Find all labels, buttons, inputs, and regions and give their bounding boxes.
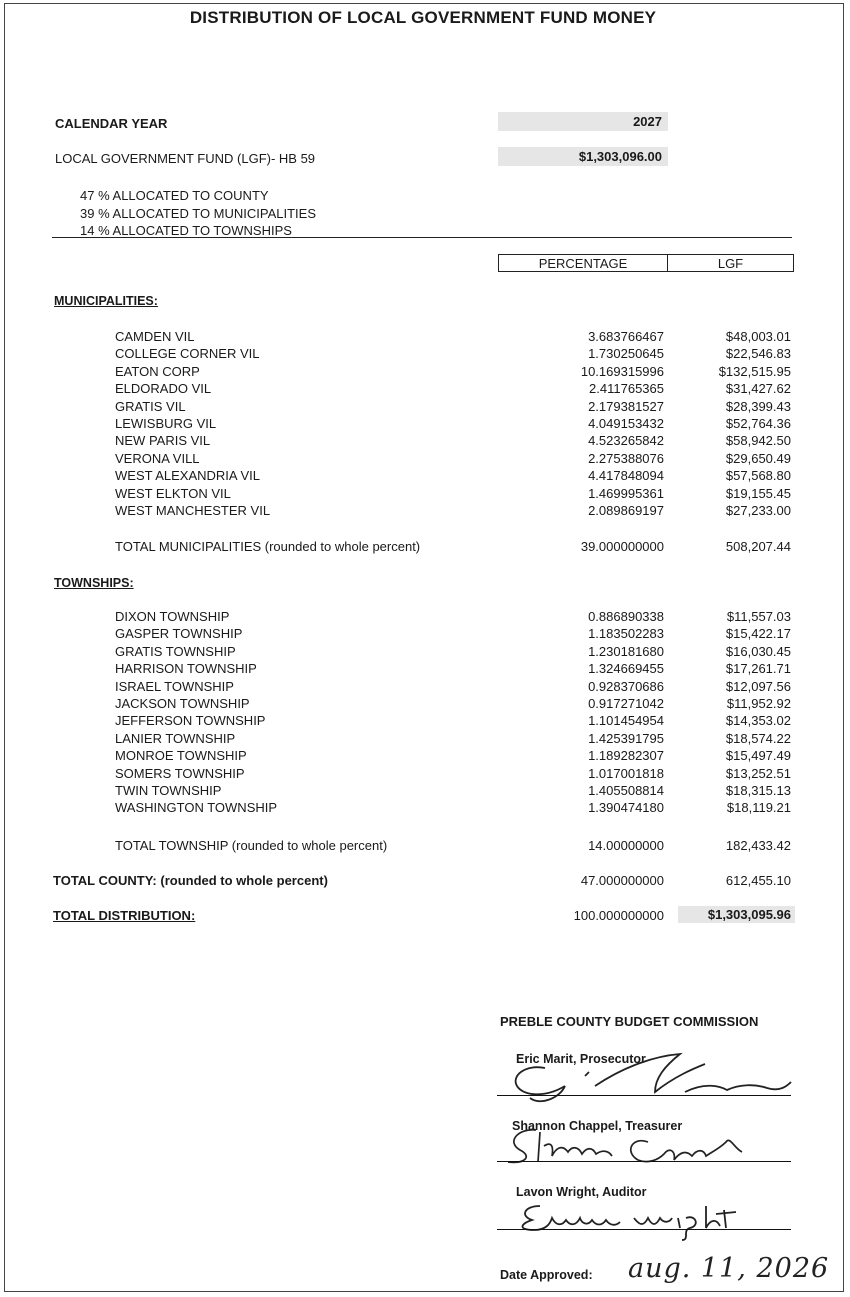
signatory-auditor-name: Lavon Wright, Auditor bbox=[516, 1185, 647, 1199]
total-township-lgf: 182,433.42 bbox=[725, 838, 791, 853]
township-lgf: $11,952.92 bbox=[726, 696, 791, 711]
townships-heading: TOWNSHIPS: bbox=[54, 576, 134, 590]
township-pct: 1.405508814 bbox=[588, 783, 664, 798]
allocation-county: 47 % ALLOCATED TO COUNTY bbox=[80, 188, 269, 203]
municipality-row bbox=[0, 416, 850, 433]
total-county-lgf: 612,455.10 bbox=[725, 873, 791, 888]
township-row bbox=[0, 661, 850, 678]
municipality-lgf: $31,427.62 bbox=[725, 381, 791, 397]
municipality-row bbox=[0, 433, 850, 450]
municipality-lgf: $19,155.45 bbox=[725, 485, 791, 501]
treasurer-signature-line bbox=[497, 1161, 791, 1162]
signatory-treasurer-name: Shannon Chappel, Treasurer bbox=[512, 1119, 683, 1133]
township-pct: 0.917271042 bbox=[588, 696, 664, 711]
municipality-name: VERONA VILL bbox=[115, 450, 200, 466]
township-row bbox=[0, 731, 850, 748]
total-township-pct: 14.00000000 bbox=[588, 838, 664, 853]
township-lgf: $12,097.56 bbox=[725, 678, 791, 694]
municipality-pct: 4.523265842 bbox=[588, 433, 664, 449]
township-name: JACKSON TOWNSHIP bbox=[115, 696, 250, 711]
municipality-pct: 3.683766467 bbox=[588, 329, 664, 344]
municipality-name: WEST ELKTON VIL bbox=[115, 485, 231, 501]
township-row bbox=[0, 644, 850, 661]
header-divider bbox=[52, 237, 792, 238]
column-header bbox=[498, 254, 794, 272]
auditor-signature-line bbox=[497, 1229, 791, 1230]
municipality-row bbox=[0, 399, 850, 416]
township-lgf: $18,119.21 bbox=[726, 800, 791, 816]
column-header-lgf: LGF bbox=[717, 255, 744, 271]
township-lgf: $18,315.13 bbox=[725, 783, 791, 798]
municipality-row bbox=[0, 451, 850, 468]
municipality-name: WEST MANCHESTER VIL bbox=[115, 503, 271, 518]
township-pct: 1.189282307 bbox=[588, 748, 664, 764]
municipality-pct: 10.169315996 bbox=[580, 363, 664, 379]
township-row bbox=[0, 783, 850, 800]
municipality-row bbox=[0, 381, 850, 398]
township-lgf: $11,557.03 bbox=[726, 609, 791, 624]
township-pct: 0.928370686 bbox=[588, 678, 664, 694]
lgf-total-value: $1,303,096.00 bbox=[498, 147, 668, 166]
municipality-lgf: $22,546.83 bbox=[725, 346, 791, 362]
township-name: DIXON TOWNSHIP bbox=[115, 609, 230, 624]
municipality-row bbox=[0, 364, 850, 381]
municipality-row bbox=[0, 329, 850, 346]
township-name: JEFFERSON TOWNSHIP bbox=[115, 713, 266, 729]
municipality-row bbox=[0, 503, 850, 520]
municipality-row bbox=[0, 468, 850, 485]
municipality-lgf: $132,515.95 bbox=[718, 363, 791, 379]
municipality-pct: 1.469995361 bbox=[588, 485, 664, 501]
allocation-townships: 14 % ALLOCATED TO TOWNSHIPS bbox=[80, 223, 292, 238]
municipality-row bbox=[0, 346, 850, 363]
total-municipalities-pct: 39.000000000 bbox=[580, 539, 664, 554]
township-lgf: $18,574.22 bbox=[725, 730, 791, 746]
prosecutor-signature-line bbox=[497, 1095, 791, 1096]
calendar-year-value: 2027 bbox=[498, 112, 668, 131]
total-county-pct: 47.000000000 bbox=[580, 873, 664, 888]
township-name: WASHINGTON TOWNSHIP bbox=[115, 800, 278, 816]
township-lgf: $16,030.45 bbox=[725, 643, 791, 659]
total-municipalities-label: TOTAL MUNICIPALITIES (rounded to whole percent) bbox=[115, 539, 421, 554]
municipality-name: COLLEGE CORNER VIL bbox=[115, 346, 260, 362]
township-row bbox=[0, 766, 850, 783]
township-name: ISRAEL TOWNSHIP bbox=[115, 678, 234, 694]
municipality-pct: 2.089869197 bbox=[588, 503, 664, 518]
township-row bbox=[0, 713, 850, 730]
township-pct: 1.390474180 bbox=[588, 800, 664, 816]
township-lgf: $14,353.02 bbox=[725, 713, 791, 729]
lgf-label: LOCAL GOVERNMENT FUND (LGF)- HB 59 bbox=[55, 151, 316, 166]
column-header-percentage: PERCENTAGE bbox=[499, 255, 668, 271]
total-township-label: TOTAL TOWNSHIP (rounded to whole percent) bbox=[115, 838, 388, 853]
township-pct: 1.324669455 bbox=[588, 661, 664, 677]
total-county-label: TOTAL COUNTY: (rounded to whole percent) bbox=[53, 873, 328, 888]
municipality-name: GRATIS VIL bbox=[115, 398, 186, 414]
municipality-name: EATON CORP bbox=[115, 363, 200, 379]
township-pct: 1.183502283 bbox=[588, 626, 664, 642]
township-row bbox=[0, 800, 850, 817]
township-lgf: $17,261.71 bbox=[725, 661, 791, 677]
total-municipalities-row bbox=[0, 539, 850, 556]
township-name: TWIN TOWNSHIP bbox=[115, 783, 222, 798]
municipality-pct: 2.179381527 bbox=[588, 398, 664, 414]
auditor-signature bbox=[510, 1196, 750, 1242]
municipality-pct: 2.411765365 bbox=[589, 381, 664, 397]
total-county-row bbox=[0, 873, 850, 890]
date-approved-label: Date Approved: bbox=[500, 1268, 593, 1282]
township-name: LANIER TOWNSHIP bbox=[115, 730, 236, 746]
total-distribution-pct: 100.000000000 bbox=[573, 908, 664, 923]
total-township-row bbox=[0, 838, 850, 855]
municipality-name: WEST ALEXANDRIA VIL bbox=[115, 468, 260, 484]
municipality-lgf: $27,233.00 bbox=[725, 503, 791, 518]
municipality-lgf: $57,568.80 bbox=[725, 468, 791, 484]
township-name: MONROE TOWNSHIP bbox=[115, 748, 247, 764]
township-name: GRATIS TOWNSHIP bbox=[115, 643, 236, 659]
municipality-lgf: $29,650.49 bbox=[725, 450, 791, 466]
township-pct: 1.425391795 bbox=[588, 730, 664, 746]
total-municipalities-lgf: 508,207.44 bbox=[725, 539, 791, 554]
municipality-name: LEWISBURG VIL bbox=[115, 416, 217, 431]
municipality-lgf: $48,003.01 bbox=[725, 329, 791, 344]
township-name: SOMERS TOWNSHIP bbox=[115, 765, 245, 781]
municipality-name: CAMDEN VIL bbox=[115, 329, 195, 344]
township-row bbox=[0, 696, 850, 713]
township-pct: 1.017001818 bbox=[588, 765, 664, 781]
municipalities-heading: MUNICIPALITIES: bbox=[54, 294, 158, 308]
total-distribution-label: TOTAL DISTRIBUTION: bbox=[53, 908, 196, 923]
prosecutor-signature bbox=[505, 1046, 795, 1108]
township-row bbox=[0, 626, 850, 643]
total-distribution-row bbox=[0, 908, 850, 925]
township-name: HARRISON TOWNSHIP bbox=[115, 661, 257, 677]
township-lgf: $15,497.49 bbox=[725, 748, 791, 764]
municipality-pct: 1.730250645 bbox=[588, 346, 664, 362]
municipality-name: ELDORADO VIL bbox=[115, 381, 212, 397]
document-title: DISTRIBUTION OF LOCAL GOVERNMENT FUND MONEY bbox=[189, 8, 657, 27]
municipality-lgf: $58,942.50 bbox=[725, 433, 791, 449]
municipality-lgf: $28,399.43 bbox=[725, 398, 791, 414]
township-row bbox=[0, 679, 850, 696]
township-row bbox=[0, 748, 850, 765]
municipality-pct: 4.417848094 bbox=[588, 468, 664, 484]
township-pct: 1.101454954 bbox=[588, 713, 664, 729]
date-approved-value: aug. 11, 2026 bbox=[628, 1253, 830, 1284]
treasurer-signature bbox=[498, 1122, 758, 1170]
calendar-year-label: CALENDAR YEAR bbox=[55, 116, 168, 131]
municipality-pct: 4.049153432 bbox=[588, 416, 664, 431]
signatory-prosecutor-name: Eric Marit, Prosecutor bbox=[516, 1052, 646, 1066]
municipality-pct: 2.275388076 bbox=[588, 450, 664, 466]
allocation-municipalities: 39 % ALLOCATED TO MUNICIPALITIES bbox=[80, 206, 316, 221]
municipality-name: NEW PARIS VIL bbox=[115, 433, 211, 449]
township-row bbox=[0, 609, 850, 626]
township-lgf: $13,252.51 bbox=[725, 765, 791, 781]
total-distribution-lgf: $1,303,095.96 bbox=[678, 906, 795, 923]
township-pct: 1.230181680 bbox=[588, 643, 664, 659]
township-pct: 0.886890338 bbox=[588, 609, 664, 624]
township-name: GASPER TOWNSHIP bbox=[115, 626, 243, 642]
municipality-row bbox=[0, 486, 850, 503]
township-lgf: $15,422.17 bbox=[725, 626, 791, 642]
municipality-lgf: $52,764.36 bbox=[725, 416, 791, 431]
commission-title: PREBLE COUNTY BUDGET COMMISSION bbox=[500, 1014, 759, 1029]
